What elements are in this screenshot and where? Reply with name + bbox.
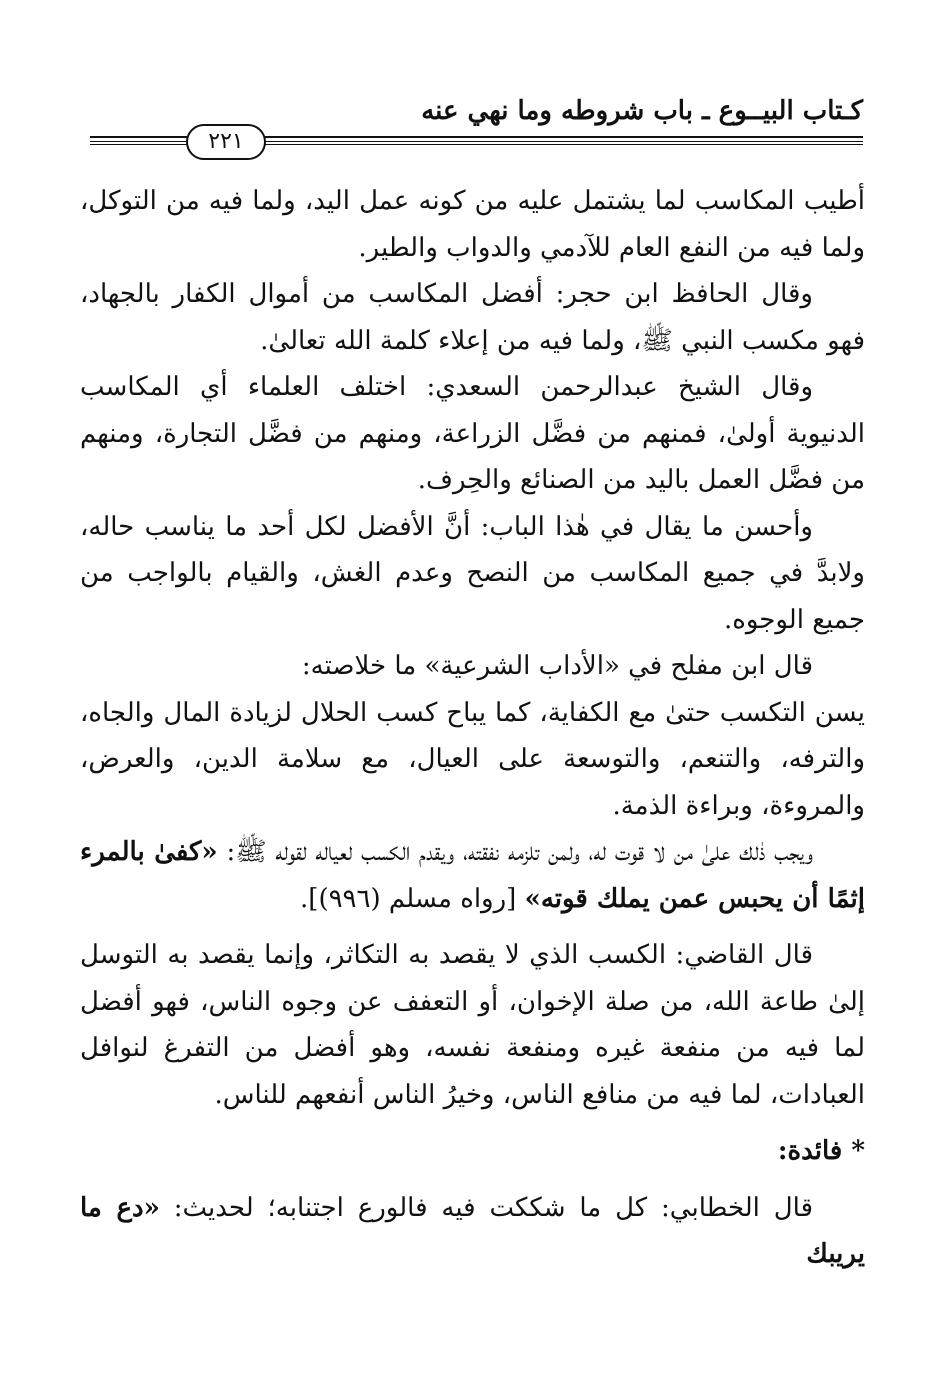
paragraph-9 [80, 1185, 865, 1278]
paragraph-1: أطيب المكاسب لما يشتمل عليه من كونه عمل اليد، ولما فيه من التوكل، ولما فيه من النفع العام للآدمي والدواب والطير. [80, 186, 865, 263]
paragraph-5: قال ابن مفلح في «الأداب الشرعية» ما خلاصته: [301, 651, 813, 681]
paragraph-7-text: ويجب ذٰلك علىٰ من لا قوت له، ولمن تلزمه نفقته، ويقدم الكسب لعياله لقوله ﷺ: [226, 837, 814, 867]
running-header-title: كـتاب البيــوع ـ باب شروطه وما نهي عنه [421, 96, 863, 126]
header-rule-right-double [264, 141, 863, 145]
paragraph-4: وأحسن ما يقال في هٰذا الباب: أنَّ الأفضل لكل أحد ما يناسب حاله، ولابدَّ في جميع المكاسب من النصح وعدم الغش، والقيام بالواجب من جميع الوجوه. [80, 511, 865, 635]
hadith-citation: [رواه مسلم (٩٩٦)]. [300, 883, 517, 914]
paragraph-7 [80, 829, 865, 922]
page-body [80, 178, 865, 1278]
hadith-quote: «كفىٰ بالمرء إثمًا أن يحبس عمن يملك قوته» [80, 837, 865, 914]
paragraph-2: وقال الحافظ ابن حجر: أفضل المكاسب من أموال الكفار بالجهاد، فهو مكسب النبي ﷺ، ولما فيه من إعلاء كلمة الله تعالىٰ. [80, 279, 865, 356]
paragraph-8: قال القاضي: الكسب الذي لا يقصد به التكاثر، وإنما يقصد به التوسل إلىٰ طاعة الله، من صلة الإخوان، أو التعفف عن وجوه الناس، فهو أفضل لما فيه من منفعة غيره ومنفعة نفسه، وهو أفضل من التفرغ لنوافل العبادات، لما فيه من منافع الناس، وخيرُ الناس أنفعهم للناس. [80, 940, 865, 1110]
hadith-quote-2: «دع ما يريبك [80, 1192, 865, 1269]
page-number-badge: ٢٢١ [186, 124, 266, 160]
faida-heading: * فائدة: [777, 1136, 865, 1166]
paragraph-6: يسن التكسب حتىٰ مع الكفاية، كما يباح كسب الحلال لزيادة المال والجاه، والترفه، والتنعم، والتوسعة على العيال، مع سلامة الدين، والعرض، والمروءة، وبراءة الذمة. [80, 697, 865, 821]
paragraph-9-text: قال الخطابي: كل ما شككت فيه فالورع اجتنابه؛ لحديث: [173, 1192, 814, 1223]
paragraph-3: وقال الشيخ عبدالرحمن السعدي: اختلف العلماء أي المكاسب الدنيوية أولىٰ، فمنهم من فضَّل الزراعة، ومنهم من فضَّل التجارة، ومنهم من فضَّل العمل باليد من الصنائع والحِرف. [80, 372, 865, 495]
header-rule-right [264, 136, 863, 138]
